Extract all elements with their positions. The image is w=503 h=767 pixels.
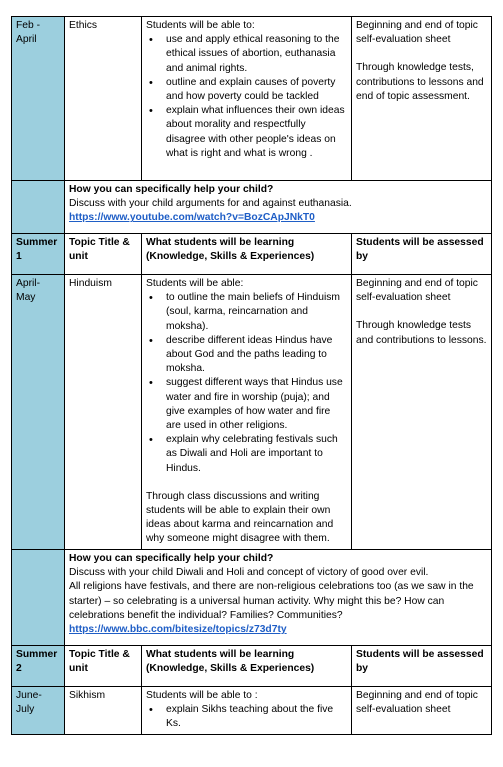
term-header-label: Summer 2	[16, 649, 58, 675]
learning-point: • describe different ideas Hindus have about God and the paths leading to moksha.	[166, 334, 347, 377]
help-row	[12, 181, 492, 234]
topic-cell	[65, 275, 142, 550]
learning-list	[146, 33, 347, 161]
curriculum-table	[11, 16, 492, 735]
learning-outro: Through class discussions and writing students will be able to explain their own ideas about karma and reincarnation and why someone might disagree with them.	[146, 490, 334, 545]
learning-header: What students will be learning (Knowledge, Skills & Experiences)	[142, 234, 352, 275]
assessment-text: Beginning and end of topic self-evaluation sheet	[356, 278, 478, 304]
assessment-text: Through knowledge tests and contributions to lessons.	[356, 320, 487, 346]
learning-cell	[142, 17, 352, 181]
help-text: Discuss with your child arguments for and against euthanasia.	[69, 198, 352, 210]
help-title: How you can specifically help your child?	[69, 553, 274, 564]
curriculum-document	[11, 16, 491, 735]
youtube-link[interactable]: https://www.youtube.com/watch?v=BozCApJNkT0	[69, 212, 315, 224]
term-cell-blank	[12, 181, 65, 234]
assessed-header: Students will be assessed by	[352, 646, 492, 687]
assessment-text: Beginning and end of topic self-evaluation sheet	[356, 690, 478, 716]
learning-header: What students will be learning (Knowledge, Skills & Experiences)	[142, 646, 352, 687]
learning-point: • explain Sikhs teaching about the five Ks.	[166, 703, 347, 731]
bbc-bitesize-link[interactable]: https://www.bbc.com/bitesize/topics/z73d7ty	[69, 624, 287, 636]
learning-intro: Students will be able to:	[146, 20, 255, 31]
learning-list	[146, 291, 347, 476]
topic-row-ethics	[12, 17, 492, 181]
topic-row-sikhism	[12, 687, 492, 735]
term-cell	[12, 275, 65, 550]
term-label: June- July	[16, 690, 42, 716]
topic-row-hinduism	[12, 275, 492, 550]
header-row-summer-1	[12, 234, 492, 275]
assessed-header: Students will be assessed by	[352, 234, 492, 275]
learning-intro: Students will be able to :	[146, 690, 258, 701]
assessment-text: Beginning and end of topic self-evaluation sheet	[356, 20, 478, 46]
term-label: April- May	[16, 278, 41, 304]
topic-title: Ethics	[69, 20, 98, 31]
help-cell	[65, 181, 492, 234]
learning-list	[146, 703, 347, 731]
topic-header: Topic Title & unit	[65, 234, 142, 275]
assessment-text: Through knowledge tests, contributions to lessons and end of topic assessment.	[356, 62, 484, 102]
help-text: Discuss with your child Diwali and Holi and concept of victory of good over evil.	[69, 567, 429, 579]
topic-cell	[65, 17, 142, 181]
assessment-cell	[352, 687, 492, 735]
assessment-cell	[352, 275, 492, 550]
term-label: Feb - April	[16, 20, 41, 46]
term-header	[12, 646, 65, 687]
term-cell	[12, 17, 65, 181]
help-row	[12, 550, 492, 646]
learning-intro: Students will be able:	[146, 278, 244, 289]
learning-point: • suggest different ways that Hindus use water and fire in worship (puja); and give examples of how water and fire are used in other religions.	[166, 376, 347, 433]
learning-cell	[142, 275, 352, 550]
term-cell	[12, 687, 65, 735]
header-row-summer-2	[12, 646, 492, 687]
learning-point: • explain why celebrating festivals such as Diwali and Holi are important to Hindus.	[166, 433, 347, 476]
topic-cell	[65, 687, 142, 735]
term-cell-blank	[12, 550, 65, 646]
help-text: All religions have festivals, and there are non-religious celebrations too (as we saw in the starter) – so celebrating is a universal human activity. Why might this be? How can celebrations benefit the individual? Families? Communities?	[69, 581, 474, 621]
term-header	[12, 234, 65, 275]
learning-point: • explain what influences their own ideas about morality and respectfully disagree with other people's ideas on what is right and what is wrong .	[166, 104, 347, 161]
topic-title: Hinduism	[69, 278, 112, 289]
learning-cell	[142, 687, 352, 735]
help-title: How you can specifically help your child?	[69, 184, 274, 195]
assessment-cell	[352, 17, 492, 181]
term-header-label: Summer 1	[16, 237, 58, 263]
learning-point: • use and apply ethical reasoning to the ethical issues of abortion, euthanasia and animal rights.	[166, 33, 347, 76]
learning-point: • to outline the main beliefs of Hinduism (soul, karma, reincarnation and moksha).	[166, 291, 347, 334]
help-cell	[65, 550, 492, 646]
learning-point: • outline and explain causes of poverty and how poverty could be tackled	[166, 76, 347, 104]
topic-title: Sikhism	[69, 690, 106, 701]
topic-header: Topic Title & unit	[65, 646, 142, 687]
